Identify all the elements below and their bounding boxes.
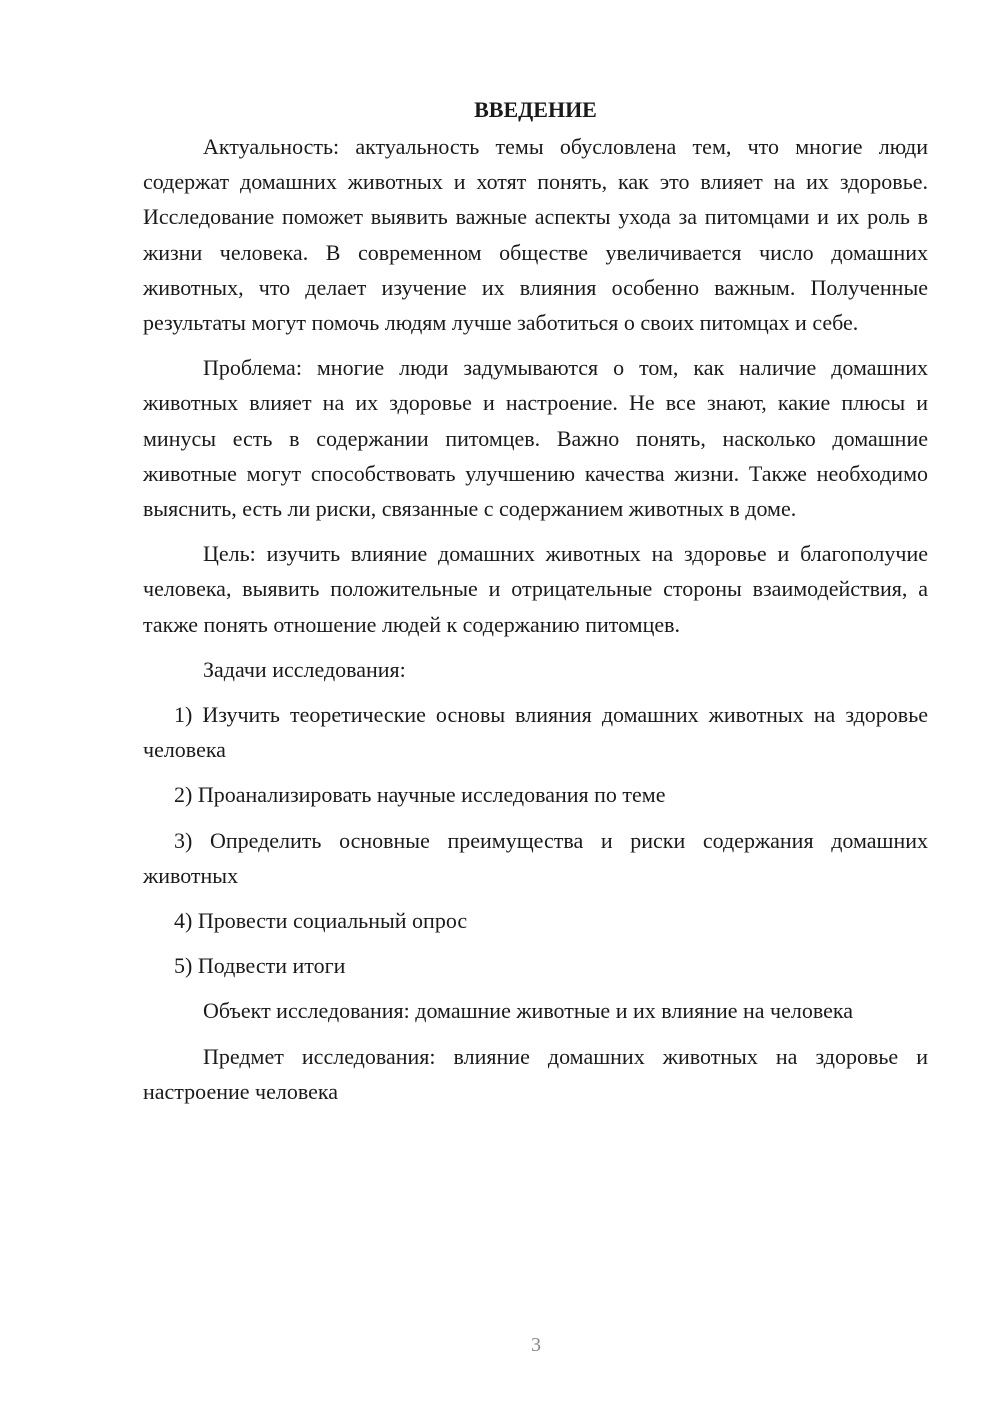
task-item-2: 2) Проанализировать научные исследования по теме	[174, 782, 666, 808]
goal-paragraph: Цель: изучить влияние домашних животных на здоровье и благополучие человека, выявить положительные и отрицательные стороны взаимодействия, а также понять отношение людей к содержанию питомцев.	[143, 541, 928, 637]
task-item-1: 1) Изучить теоретические основы влияния домашних животных на здоровье человека	[143, 702, 928, 763]
task-item-5: 5) Подвести итоги	[174, 953, 346, 979]
relevance-paragraph: Актуальность: актуальность темы обусловлена тем, что многие люди содержат домашних животных и хотят понять, как это влияет на их здоровье. Исследование поможет выявить важные аспекты ухода за питомцами и их роль в жизни человека. В современном обществе увеличивается число домашних животных, что делает изучение их влияния особенно важным. Полученные результаты могут помочь людям лучше заботиться о своих питомцах и себе.	[143, 134, 928, 336]
task-item-3: 3) Определить основные преимущества и риски содержания домашних животных	[143, 827, 928, 888]
tasks-title: Задачи исследования:	[203, 656, 406, 682]
section-heading: ВВЕДЕНИЕ	[474, 97, 597, 122]
task-item-4: 4) Провести социальный опрос	[174, 908, 468, 934]
page-number: 3	[531, 1334, 541, 1356]
page-content	[143, 92, 928, 1119]
object-paragraph: Объект исследования: домашние животные и их влияние на человека	[203, 998, 854, 1024]
problem-paragraph: Проблема: многие люди задумываются о том, как наличие домашних животных влияет на их здоровье и настроение. Не все знают, какие плюсы и минусы есть в содержании питомцев. Важно понять, насколько домашние животные могут способствовать улучшению качества жизни. Также необходимо выяснить, есть ли риски, связанные с содержанием животных в доме.	[143, 355, 928, 522]
subject-paragraph: Предмет исследования: влияние домашних животных на здоровье и настроение человека	[143, 1043, 928, 1104]
